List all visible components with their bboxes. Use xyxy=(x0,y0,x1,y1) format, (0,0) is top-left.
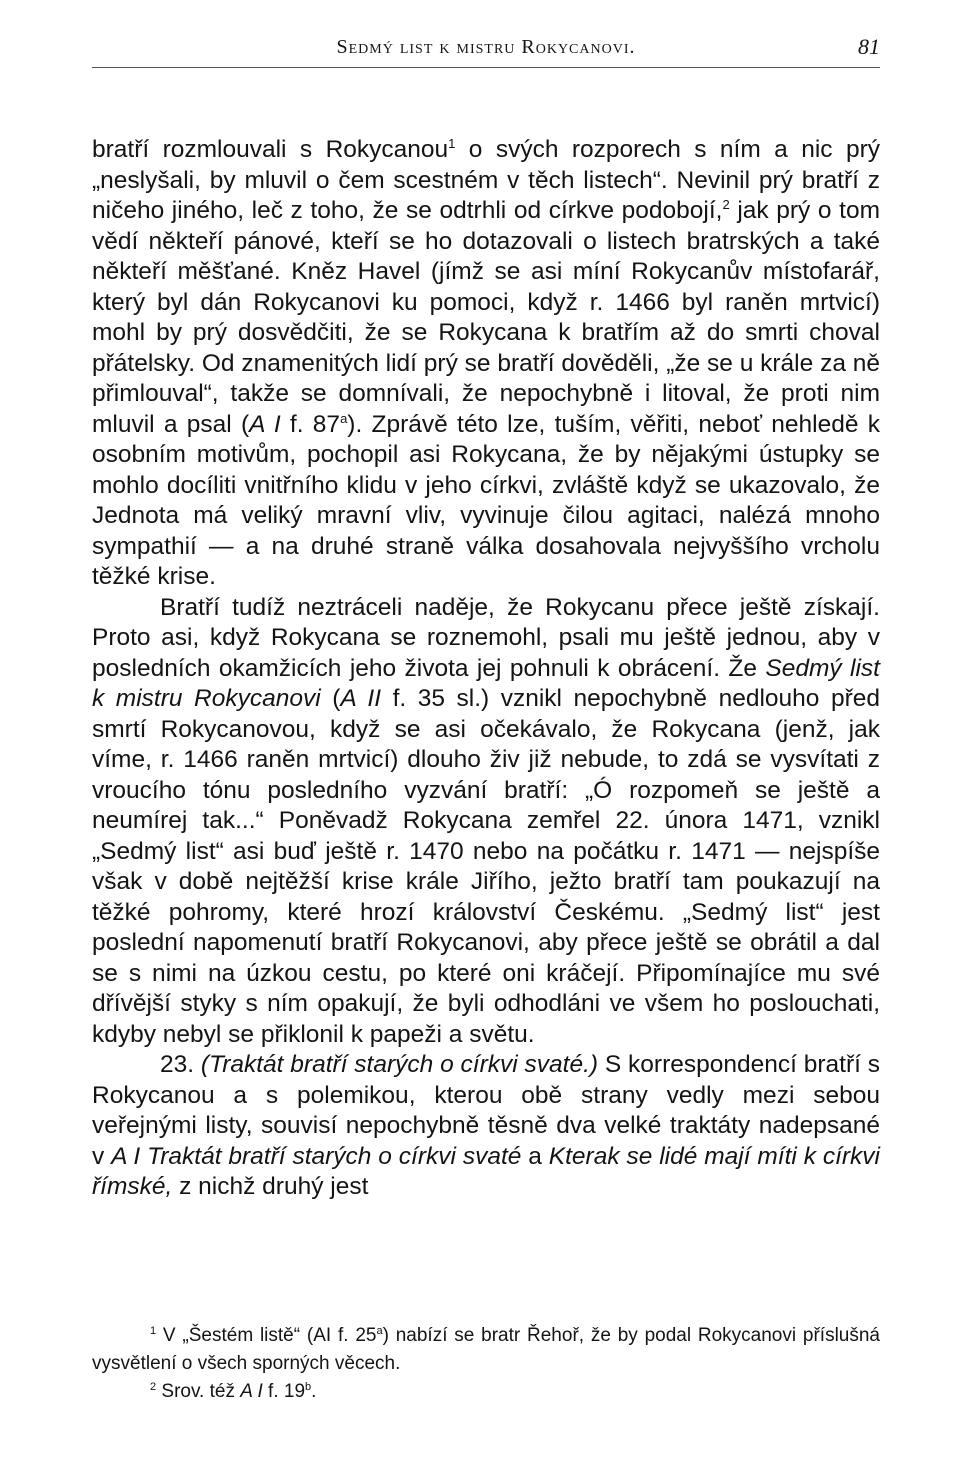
text-run: jak prý o tom vědí někteří pánové, kteří se ho dotazovali o listech bratrských a také někteří měšťané. Kněz Havel (jímž se asi míní Rokycanův místofarář, který byl dán Rokycanovi ku pomoci, když r. 1466 byl raněn mrtvicí) mohl by prý dosvědčiti, že se Rokycana k bratřím až do smrti choval přátelsky. Od znamenitých lidí prý se bratří dověděli, „že se u krále za ně přimlouval“, takže se domnívali, že nepochybně i litoval, že proti nim mluvil a psal ( xyxy=(92,197,880,438)
folio-side: b xyxy=(305,1381,312,1393)
folio-side: a xyxy=(340,410,348,426)
text-run: a xyxy=(521,1142,549,1170)
text-run: f. 19 xyxy=(262,1381,306,1402)
text-run: Bratří tudíž neztráceli naděje, že Rokycanu přece ještě získají. Proto asi, když Rokycana se roznemohl, psali mu ještě jednou, aby v posledních okamžicích jeho života jej pohnuli k obrácení. Že xyxy=(92,593,880,682)
text-run: o svých rozporech s ním a nic prý „neslyšali, by mluvil o čem scestném v těch listech“. Nevinil prý bratří z ničeho jiného, leč z toho, že se odtrhli od církve podobojí, xyxy=(92,136,880,224)
section-title: (Traktát bratří starých o církvi svaté.) xyxy=(200,1051,599,1078)
footnote-1 xyxy=(92,1322,880,1378)
text-run: ) nabízí se bratr Řehoř, že by podal Rokycanovi příslušná vysvětlení o všech sporných věcech. xyxy=(92,1325,880,1374)
text-run: z nichž druhý jest xyxy=(172,1173,369,1200)
text-run: V „Šestém listě“ (AI f. 25 xyxy=(156,1325,377,1346)
text-run: f. 35 sl.) vznikl nepochybně nedlouho před smrtí Rokycanovou, když se asi očekávalo, že Rokycana (jenž, jak víme, r. 1466 raněn mrtvicí) dlouho živ již nebude, to zdá se vysvítati z vroucího tónu posledního vyzvání bratří: „Ó rozpomeň se ještě a neumírej tak...“ Poněvadž Rokycana zemřel 22. února 1471, vznikl „Sedmý list“ asi buď ještě r. 1470 nebo na počátku r. 1471 — nejspíše však v době nejtěžší krise krále Jiřího, ježto bratří tam poukazují na těžké pohromy, které hrozí království Českému. „Sedmý list“ jest poslední napomenutí bratří Rokycanovi, aby přece ještě se obrátil a dal se s nimi na úzkou cestu, po které oni kráčejí. Připomínajíce mu své dřívější styky s ním opakují, že byli odhodláni ve všem ho poslouchati, kdyby nebyl se přiklonil k papeži a světu. xyxy=(92,685,881,1048)
work-title: A I Traktát bratří starých o církvi svaté xyxy=(111,1142,522,1170)
text-run: ( xyxy=(320,685,341,712)
text-run: S korrespondencí bratří s Rokycanou a s polemikou, kterou obě strany vedly mezi sebou veřejnými listy, souvisí nepochybně těsně dva velké traktáty nadepsané v xyxy=(92,1051,880,1170)
page-number: 81 xyxy=(858,34,880,59)
footnote-number: 1 xyxy=(150,1325,157,1337)
text-run: bratří rozmlouvali s Rokycanou xyxy=(92,136,449,163)
text-run: ). Zprávě této lze, tuším, věřiti, neboť nehledě k osobním motivům, pochopil asi Rokycana, že by nějakými ústupky se mohlo docíliti vnitřního klidu v jeho církvi, zvláště když se ukazovalo, že Jednota má veliký mravní vliv, vyvinuje čilou agitaci, nalézá mnoho sympathií — a na druhé straně válka dosahovala nejvyššího vrcholu těžké krise. xyxy=(92,410,881,590)
footnote-number: 2 xyxy=(150,1381,157,1393)
running-title: Sedmý list k mistru Rokycanovi. xyxy=(336,36,636,58)
folio-side: a xyxy=(376,1325,383,1337)
footnotes xyxy=(92,1322,880,1406)
paragraph xyxy=(92,593,880,1051)
manuscript-siglum: A I xyxy=(240,1381,263,1402)
body-text xyxy=(92,135,880,1203)
text-run: f. 87 xyxy=(280,410,341,438)
work-title: Sedmý list k mistru Rokycanovi xyxy=(92,654,880,712)
footnote-ref-1: 1 xyxy=(448,136,456,151)
footnote-ref-2: 2 xyxy=(722,197,730,212)
footnote-2 xyxy=(92,1378,880,1406)
paragraph-continued xyxy=(92,135,880,593)
text-run: Srov. též xyxy=(156,1381,241,1402)
running-header xyxy=(92,30,880,70)
header-rule xyxy=(92,67,880,68)
text-run: . xyxy=(311,1381,317,1402)
manuscript-siglum: A I xyxy=(249,410,281,438)
work-title: Kterak se lidé mají míti k církvi římské, xyxy=(92,1142,880,1200)
manuscript-siglum: A II xyxy=(340,685,382,712)
paragraph-section-23 xyxy=(92,1050,880,1203)
section-number: 23. xyxy=(160,1051,201,1078)
